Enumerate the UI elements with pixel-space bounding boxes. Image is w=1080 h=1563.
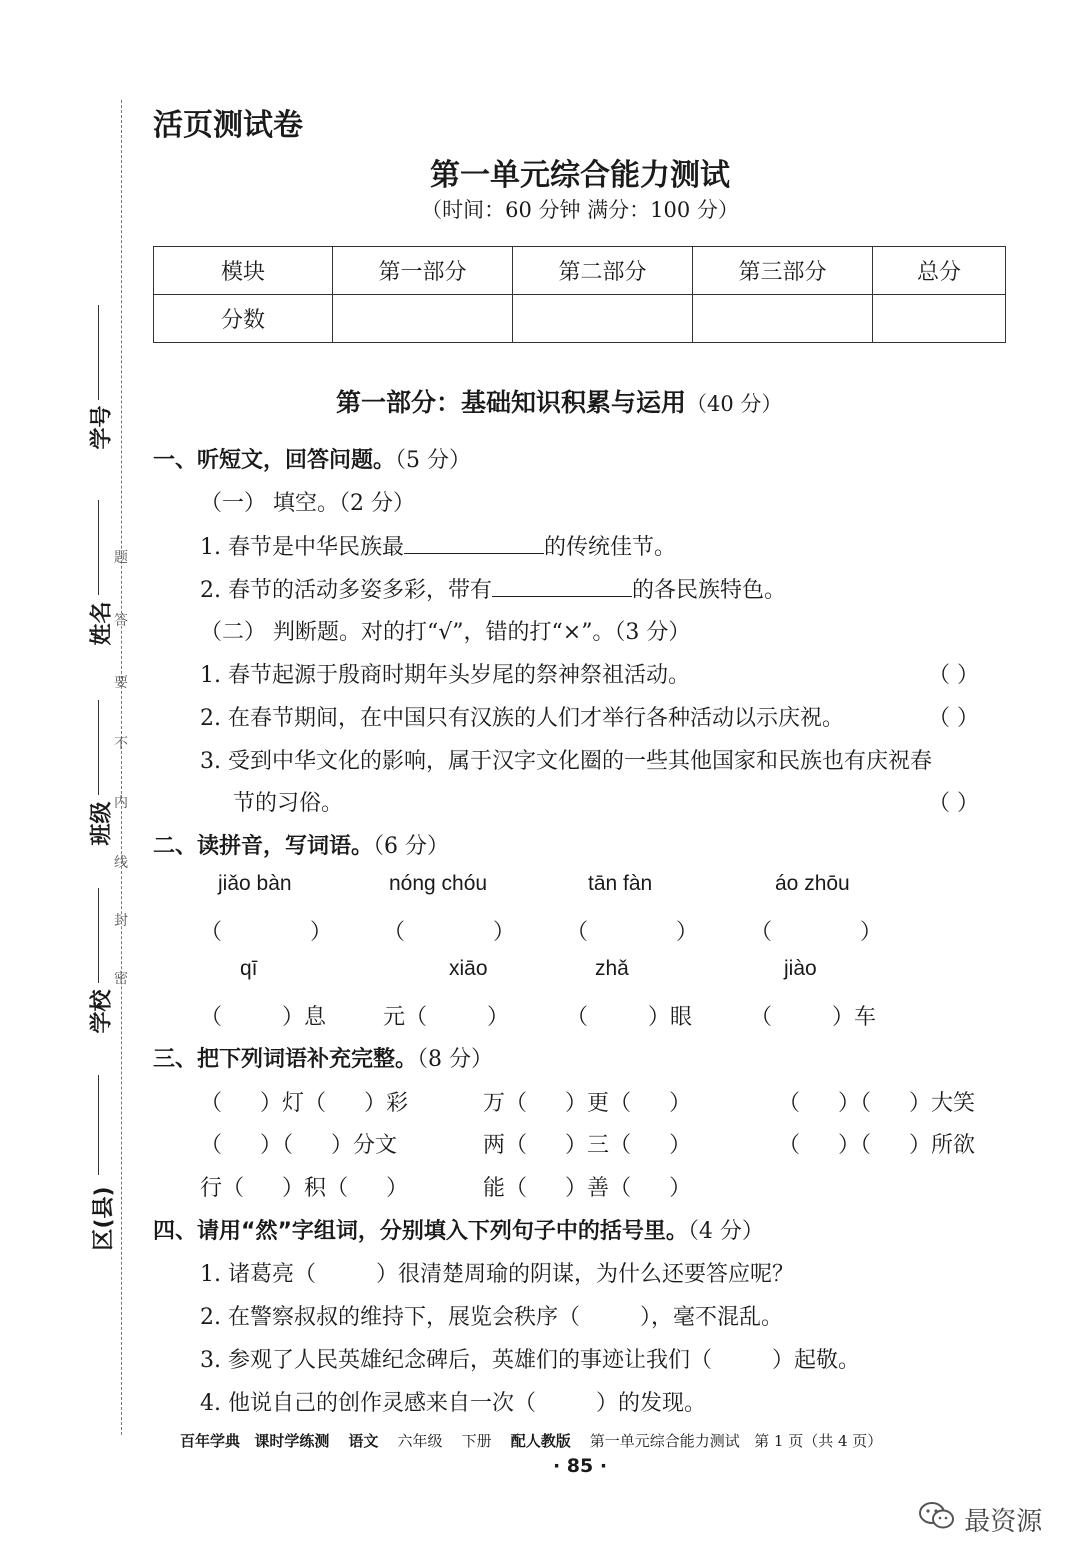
q3-title: 三、把下列词语补充完整。	[153, 1047, 418, 1072]
fill-text: 2. 春节的活动多姿多彩，带有	[200, 578, 492, 603]
pinyin: zhǎ	[595, 957, 629, 980]
footer-volume: 下册	[461, 1432, 492, 1450]
sentence-text: 4. 他说自己的创作灵感来自一次（	[200, 1391, 536, 1416]
seal-char: 不	[114, 736, 128, 752]
part1-heading	[336, 383, 782, 419]
watermark	[918, 1500, 1042, 1539]
sentence-text: ）很清楚周瑜的阴谋，为什么还要答应呢？	[375, 1262, 794, 1287]
answer-parens[interactable]: 元（ ）	[383, 1005, 510, 1030]
q1-judge-3-cont: 节的习俗。	[233, 791, 344, 816]
class-label: 班级	[89, 801, 115, 846]
q2-heading	[153, 829, 449, 860]
idiom-fill[interactable]: 能（ ）善（ ）	[483, 1176, 692, 1201]
pinyin: tān fàn	[588, 872, 653, 895]
q3-heading	[153, 1042, 493, 1073]
fill-text: 的各民族特色。	[631, 578, 786, 603]
district-label: 区(县)	[91, 1186, 117, 1251]
idiom-char: 善	[587, 1176, 610, 1201]
q1-judge-1: 1. 春节起源于殷商时期年头岁尾的祭神祭祖活动。	[200, 663, 690, 688]
footer-page-info: 第 1 页（共 4 页）	[754, 1432, 883, 1450]
seal-char: 内	[114, 795, 128, 811]
idiom-char: 更	[587, 1091, 610, 1116]
idiom-char: 行	[200, 1176, 223, 1201]
seal-char: 密	[114, 971, 128, 987]
pinyin: xiāo	[449, 957, 488, 980]
footer-info	[180, 1430, 882, 1451]
q2-points: （6 分）	[373, 834, 450, 859]
series-title: 活页测试卷	[153, 108, 303, 143]
footer-brand: 百年学典	[180, 1432, 241, 1450]
answer-parens[interactable]: （ ）	[200, 920, 333, 945]
binding-dashed-line	[121, 100, 122, 1435]
sentence-text: ）起敬。	[772, 1348, 861, 1373]
fill-text: 1. 春节是中华民族最	[200, 535, 404, 560]
score-cell-total[interactable]	[873, 295, 1006, 343]
score-cell-part3[interactable]	[693, 295, 873, 343]
word-suffix: 眼	[670, 1005, 693, 1030]
q4-item-2	[200, 1300, 783, 1331]
q4-heading	[153, 1214, 764, 1245]
class-blank	[98, 700, 99, 795]
table-row	[154, 295, 1006, 343]
answer-parens[interactable]: （ ）	[928, 706, 979, 731]
fill-text: 的传统佳节。	[543, 535, 676, 560]
q4-item-1	[200, 1257, 794, 1288]
idiom-fill[interactable]: （ ）（ ）大笑	[778, 1091, 976, 1116]
word-suffix: 车	[854, 1005, 877, 1030]
answer-parens[interactable]: （ ）	[928, 663, 979, 688]
idiom-fill[interactable]: （ ）（ ）分文	[200, 1133, 398, 1158]
q4-item-4	[200, 1386, 706, 1417]
idiom-char: 积	[304, 1176, 327, 1201]
table-header-cell: 第二部分	[513, 247, 693, 295]
pinyin: qī	[240, 957, 258, 980]
exam-subtitle: （时间：60 分钟 满分：100 分）	[421, 198, 739, 222]
idiom-fill[interactable]: （ ）（ ）所欲	[778, 1133, 976, 1158]
footer-subject: 语文	[348, 1432, 379, 1450]
idiom-char: 所欲	[931, 1133, 976, 1158]
idiom-char: 万	[483, 1091, 506, 1116]
answer-parens[interactable]: （ ）车	[750, 1005, 877, 1030]
school-blank	[98, 888, 99, 983]
table-row	[154, 247, 1006, 295]
q4-title: 四、请用“然”字组词，分别填入下列句子中的括号里。	[153, 1219, 688, 1244]
q1-sub2: （二） 判断题。对的打“√”，错的打“×”。（3 分）	[200, 620, 691, 645]
q1-points: （5 分）	[395, 448, 472, 473]
idiom-fill[interactable]: （ ）灯（ ）彩	[200, 1091, 409, 1116]
name-label: 姓名	[89, 601, 115, 646]
seal-char: 封	[114, 913, 128, 929]
q1-heading	[153, 443, 471, 474]
answer-parens[interactable]: （ ）息	[200, 1005, 327, 1030]
q1-fill-1	[200, 530, 676, 561]
footer-title: 第一单元综合能力测试	[589, 1432, 740, 1450]
idiom-fill[interactable]: 万（ ）更（ ）	[483, 1091, 692, 1116]
idiom-char: 灯	[282, 1091, 305, 1116]
idiom-char: 大笑	[931, 1091, 976, 1116]
q1-fill-2	[200, 573, 786, 604]
page-number: · 85 ·	[552, 1455, 608, 1477]
seal-char: 答	[114, 613, 128, 629]
seal-char: 要	[114, 675, 128, 691]
student-id-blank	[98, 305, 99, 400]
part1-title: 第一部分：基础知识积累与运用	[336, 388, 687, 417]
sentence-text: ），毫不混乱。	[640, 1305, 784, 1330]
page-title: 第一单元综合能力测试	[430, 158, 730, 193]
idiom-char: 能	[483, 1176, 506, 1201]
idiom-char: 分文	[353, 1133, 398, 1158]
table-header-cell: 模块	[154, 247, 333, 295]
school-label: 学校	[89, 989, 115, 1034]
sentence-text: 2. 在警察叔叔的维持下，展览会秩序（	[200, 1305, 580, 1330]
word-suffix: 息	[304, 1005, 327, 1030]
table-header-cell: 第三部分	[693, 247, 873, 295]
table-row-label: 分数	[154, 295, 333, 343]
fill-blank[interactable]	[404, 533, 544, 554]
pinyin: nóng chóu	[389, 872, 488, 895]
answer-parens[interactable]: （ ）	[566, 920, 699, 945]
q1-sub1: （一） 填空。（2 分）	[200, 491, 415, 516]
answer-parens[interactable]: （ ）眼	[566, 1005, 693, 1030]
footer-grade: 六年级	[397, 1432, 443, 1450]
idiom-char: 三	[587, 1133, 610, 1158]
idiom-fill[interactable]: 两（ ）三（ ）	[483, 1133, 692, 1158]
pinyin: áo zhōu	[775, 872, 850, 895]
sentence-text: ）的发现。	[596, 1391, 707, 1416]
district-blank	[98, 1075, 99, 1175]
q3-points: （8 分）	[417, 1047, 494, 1072]
student-id-label: 学号	[89, 405, 115, 450]
score-cell-part2[interactable]	[513, 295, 693, 343]
watermark-text: 最资源	[964, 1507, 1043, 1537]
q4-item-3	[200, 1343, 860, 1374]
answer-parens[interactable]: （ ）	[383, 920, 516, 945]
table-header-cell: 第一部分	[333, 247, 513, 295]
name-blank	[98, 500, 99, 595]
seal-char: 题	[114, 550, 128, 566]
score-table	[153, 246, 1006, 343]
pinyin: jiào	[784, 957, 817, 980]
seal-char: 线	[114, 855, 128, 871]
q1-judge-2: 2. 在春节期间，在中国只有汉族的人们才举行各种活动以示庆祝。	[200, 706, 844, 731]
footer-edition: 配人教版	[510, 1432, 571, 1450]
table-header-cell: 总分	[873, 247, 1006, 295]
wechat-icon	[918, 1500, 956, 1539]
q1-judge-3: 3. 受到中华文化的影响，属于汉字文化圈的一些其他国家和民族也有庆祝春	[200, 749, 932, 774]
idiom-char: 两	[483, 1133, 506, 1158]
idiom-char: 彩	[386, 1091, 409, 1116]
fill-blank[interactable]	[492, 576, 632, 597]
answer-parens[interactable]: （ ）	[750, 920, 883, 945]
q2-title: 二、读拼音，写词语。	[153, 834, 374, 859]
q1-title: 一、听短文，回答问题。	[153, 448, 396, 473]
score-cell-part1[interactable]	[333, 295, 513, 343]
idiom-fill[interactable]: 行（ ）积（ ）	[200, 1176, 409, 1201]
answer-parens[interactable]: （ ）	[928, 791, 979, 816]
pinyin: jiǎo bàn	[218, 872, 292, 895]
sentence-text: 1. 诸葛亮（	[200, 1262, 316, 1287]
footer-brand-sub: 课时学练测	[254, 1432, 330, 1450]
sentence-text: 3. 参观了人民英雄纪念碑后，英雄们的事迹让我们（	[200, 1348, 712, 1373]
word-prefix: 元	[383, 1005, 406, 1030]
q4-points: （4 分）	[687, 1219, 764, 1244]
part1-points: （40 分）	[686, 392, 783, 416]
